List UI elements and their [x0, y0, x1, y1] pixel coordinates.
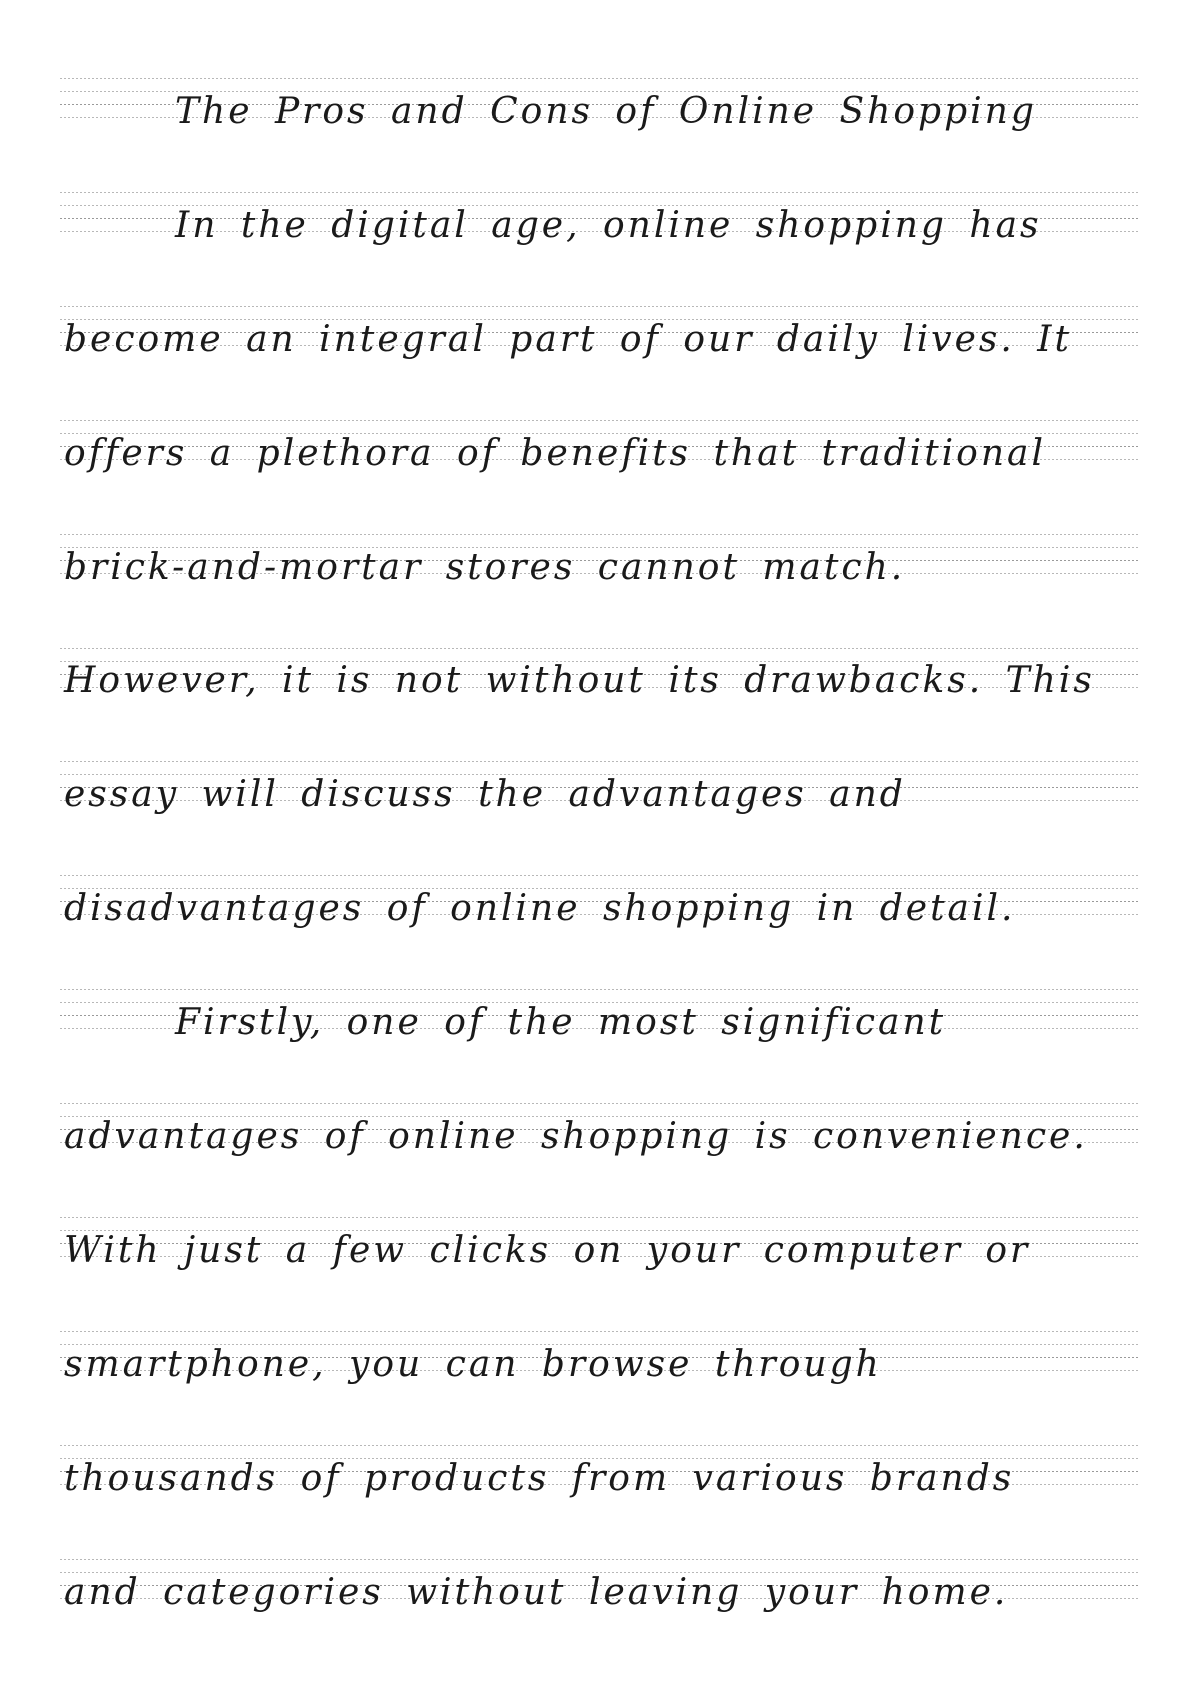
text-line-6: essay will discuss the advantages and: [64, 774, 906, 815]
text-line-2: become an integral part of our daily lives. It: [64, 319, 1072, 360]
text-line-7: disadvantages of online shopping in detail.: [64, 888, 1016, 929]
text-line-8: Firstly, one of the most significant: [175, 1002, 947, 1043]
text-line-9: advantages of online shopping is convenience.: [64, 1116, 1088, 1157]
text-line-5: However, it is not without its drawbacks. This: [64, 660, 1095, 701]
text-line-1: In the digital age, online shopping has: [175, 205, 1042, 246]
text-line-4: brick-and-mortar stores cannot match.: [64, 547, 906, 588]
text-line-11: smartphone, you can browse through: [64, 1344, 882, 1385]
page-title: The Pros and Cons of Online Shopping: [175, 91, 1037, 132]
text-line-10: With just a few clicks on your computer or: [64, 1230, 1031, 1271]
text-line-12: thousands of products from various brands: [64, 1458, 1015, 1499]
text-line-3: offers a plethora of benefits that traditional: [64, 433, 1047, 474]
text-line-13: and categories without leaving your home.: [64, 1572, 1009, 1613]
